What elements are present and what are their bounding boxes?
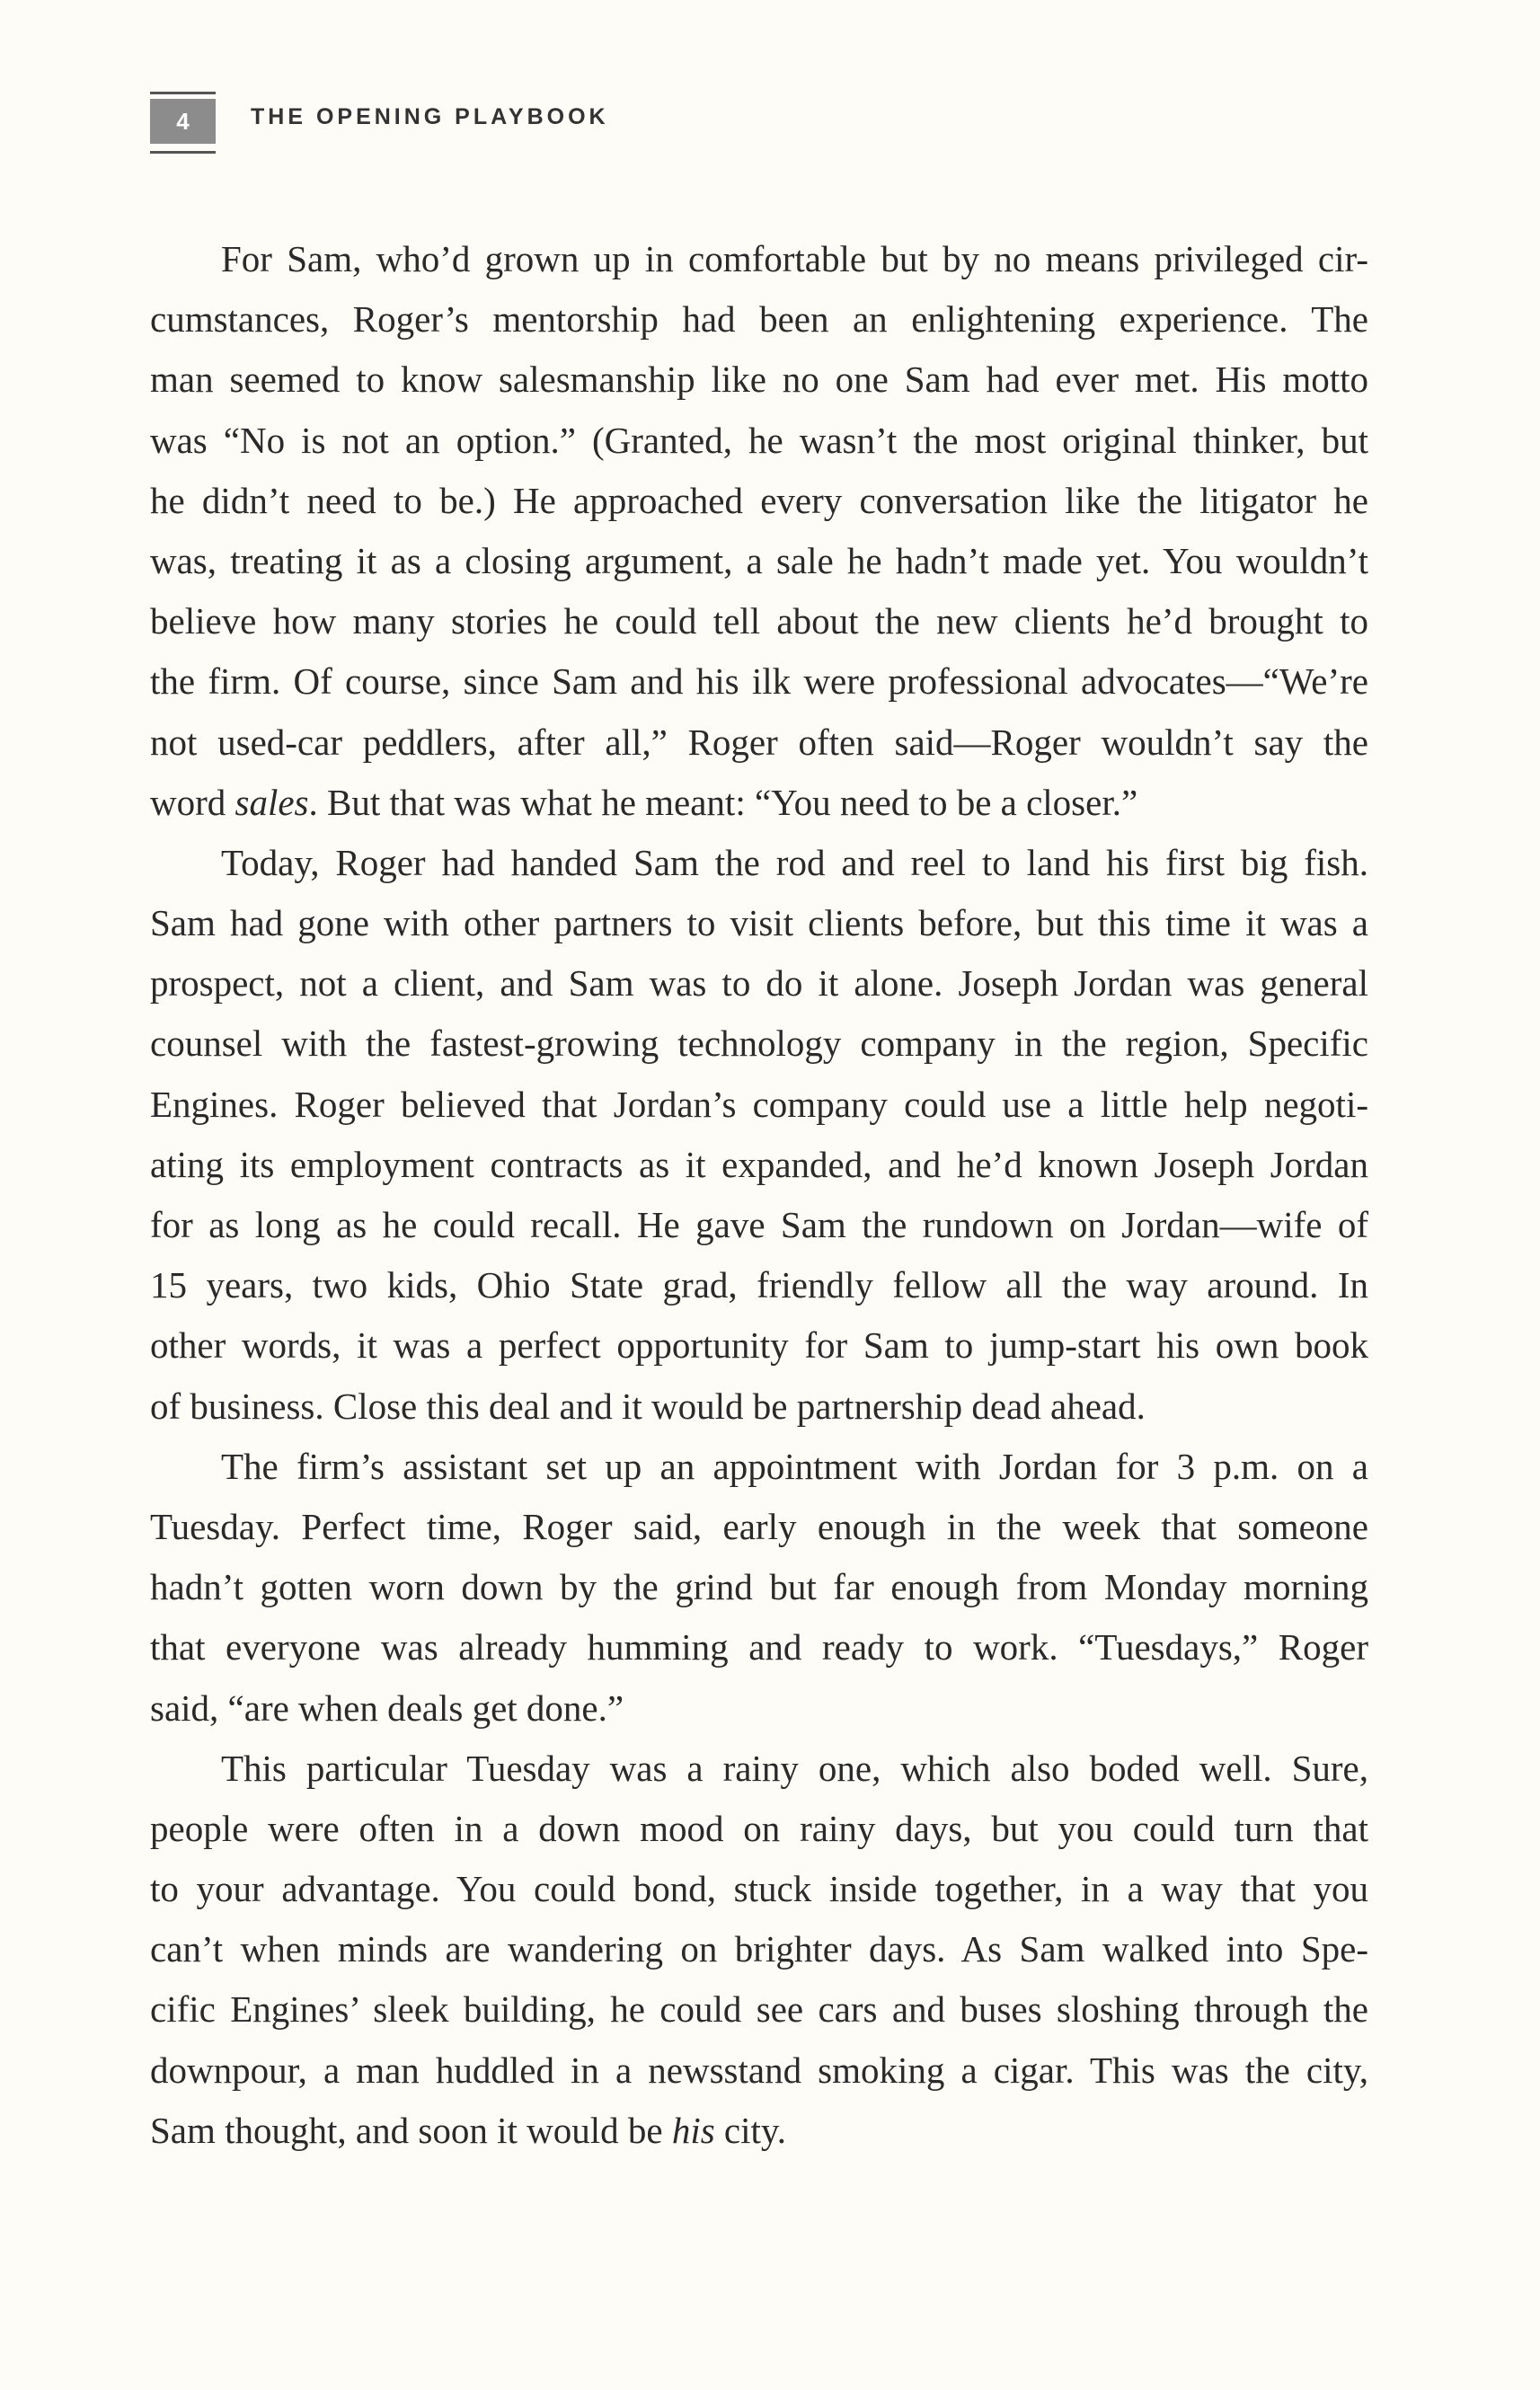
text-line: 15 years, two kids, Ohio State grad, friendly fellow all the way around. In [150, 1264, 1368, 1306]
text-line: counsel with the fastest-growing technology company in the region, Specific [150, 1022, 1368, 1065]
text-line: people were often in a down mood on rainy days, but you could turn that [150, 1807, 1368, 1849]
text-line: hadn’t gotten worn down by the grind but far enough from Monday morning [150, 1566, 1368, 1608]
text-line: downpour, a man huddled in a newsstand smoking a cigar. This was the city, [150, 2049, 1368, 2091]
text-line: cumstances, Roger’s mentorship had been an enlightening experience. The [150, 298, 1368, 341]
text-run: word [150, 781, 235, 823]
text-line: This particular Tuesday was a rainy one, which also boded well. Sure, [221, 1747, 1368, 1789]
text-run: . But that was what he meant: “You need to be a closer.” [308, 781, 1138, 823]
text-line: believe how many stories he could tell about the new clients he’d brought to [150, 600, 1368, 642]
text-line: he didn’t need to be.) He approached every conversation like the litigator he [150, 479, 1368, 521]
text-line: For Sam, who’d grown up in comfortable but by no means privileged cir- [221, 238, 1368, 279]
text-run: city. [714, 2109, 786, 2151]
text-line: the firm. Of course, since Sam and his ilk were professional advocates—“We’re [150, 660, 1368, 703]
text-line: not used-car peddlers, after all,” Roger often said—Roger wouldn’t say the [150, 721, 1368, 763]
text-line: man seemed to know salesmanship like no one Sam had ever met. His motto [150, 358, 1368, 401]
text-line: that everyone was already humming and ready to work. “Tuesdays,” Roger [150, 1626, 1368, 1669]
text-line: was, treating it as a closing argument, a sale he hadn’t made yet. You wouldn’t [150, 539, 1368, 581]
header-rule-bottom [150, 151, 216, 154]
italic-word: his [671, 2109, 715, 2151]
text-run: Sam thought, and soon it would be [150, 2109, 672, 2151]
header-rule-top [150, 92, 216, 94]
text-line: Tuesday. Perfect time, Roger said, early enough in the week that someone [150, 1505, 1368, 1547]
page-number: 4 [150, 99, 216, 144]
text-line: said, “are when deals get done.” [150, 1686, 624, 1729]
text-line: The firm’s assistant set up an appointment with Jordan for 3 p.m. on a [221, 1445, 1368, 1487]
running-head [150, 92, 959, 164]
text-line: Today, Roger had handed Sam the rod and reel to land his first big fish. [221, 841, 1368, 883]
text-line: of business. Close this deal and it would be partnership dead ahead. [150, 1385, 1146, 1427]
body-text [150, 229, 1368, 2161]
text-line [150, 773, 1368, 833]
text-line: was “No is not an option.” (Granted, he wasn’t the most original thinker, but [150, 419, 1368, 461]
text-line [150, 2101, 1368, 2161]
text-line: prospect, not a client, and Sam was to do it alone. Joseph Jordan was general [150, 962, 1368, 1005]
text-line: Sam had gone with other partners to visit clients before, but this time it was a [150, 902, 1368, 944]
italic-word: sales [235, 781, 309, 823]
text-line: Engines. Roger believed that Jordan’s company could use a little help negoti- [150, 1083, 1368, 1125]
text-line: to your advantage. You could bond, stuck inside together, in a way that you [150, 1868, 1368, 1910]
book-title: THE OPENING PLAYBOOK [251, 104, 609, 129]
text-line: cific Engines’ sleek building, he could see cars and buses sloshing through the [150, 1988, 1368, 2031]
text-line: can’t when minds are wandering on brighter days. As Sam walked into Spe- [150, 1928, 1368, 1970]
text-line: for as long as he could recall. He gave Sam the rundown on Jordan—wife of [150, 1204, 1368, 1245]
text-line: ating its employment contracts as it expanded, and he’d known Joseph Jordan [150, 1143, 1368, 1185]
text-line: other words, it was a perfect opportunity for Sam to jump-start his own book [150, 1324, 1368, 1367]
